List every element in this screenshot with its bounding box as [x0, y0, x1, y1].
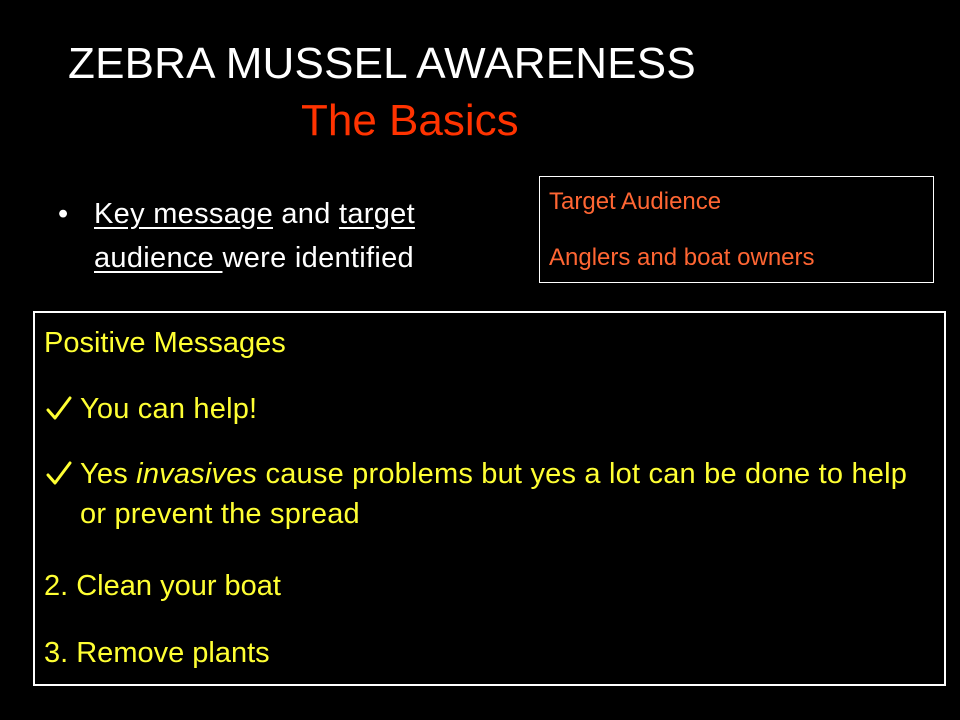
key-message-phrase: Key message	[94, 198, 273, 230]
bullet-text	[94, 192, 514, 280]
message-item-remove-plants: 3. Remove plants	[44, 637, 270, 669]
message-text-start: Yes	[80, 458, 137, 490]
target-audience-phrase: target audience	[94, 198, 415, 274]
bullet-ending: were identified	[222, 242, 414, 274]
message-text: You can help!	[80, 393, 258, 425]
target-audience-title: Target Audience	[549, 188, 722, 215]
target-audience-box	[539, 176, 934, 283]
message-item-clean-boat: 2. Clean your boat	[44, 570, 281, 602]
check-icon	[44, 389, 74, 429]
bullet-conjunction: and	[273, 198, 339, 230]
positive-messages-box	[33, 311, 946, 686]
message-text	[80, 454, 930, 534]
slide-subtitle: The Basics	[301, 96, 519, 145]
bullet-dot-icon: •	[58, 198, 69, 230]
positive-messages-heading: Positive Messages	[44, 327, 286, 359]
message-text-end: cause problems but yes a lot can be done to help or prevent the spread	[80, 458, 908, 530]
message-text-emphasis: invasives	[136, 458, 258, 490]
slide-title: ZEBRA MUSSEL AWARENESS	[68, 39, 696, 88]
check-icon	[44, 454, 74, 494]
target-audience-value: Anglers and boat owners	[549, 244, 815, 271]
